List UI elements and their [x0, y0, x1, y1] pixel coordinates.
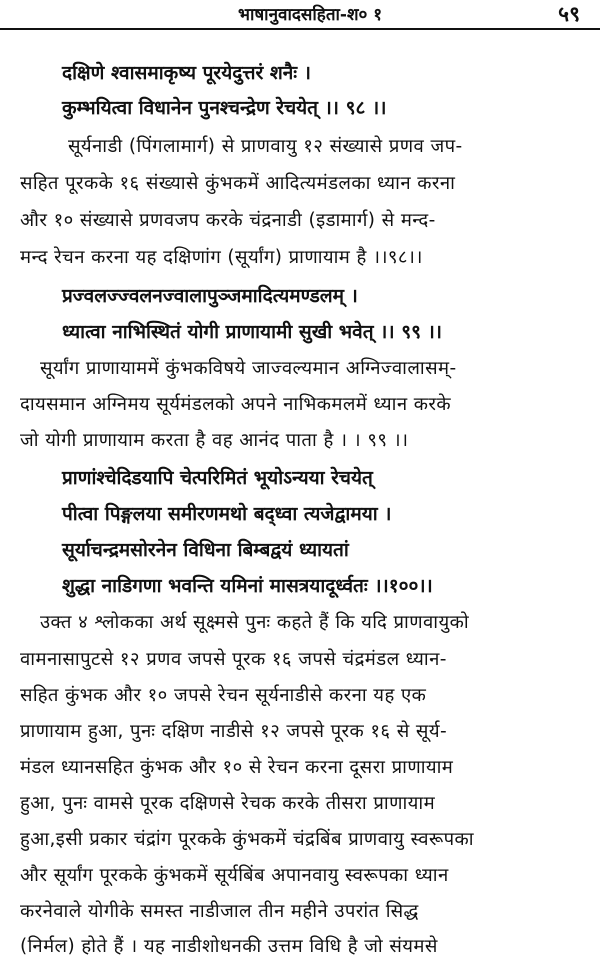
page-number: ५९ [558, 2, 580, 26]
verse-line: ध्यात्वा नाभिस्थितं योगी प्राणायामी सुखी भवेत् ।। ९९ ।। [62, 321, 442, 343]
commentary-line: (निर्मल) होते हैं । यह नाडीशोधनकी उत्तम विधि है जो संयमसे [20, 936, 438, 957]
verse-line: प्रज्वलज्ज्वलनज्वालापुञ्जमादित्यमण्डलम् । [62, 285, 358, 307]
commentary-line: और सूर्यांग पूरकके कुंभकमें सूर्यबिंब अपानवायु स्वरूपका ध्यान [20, 865, 449, 886]
verse-line: कुम्भयित्वा विधानेन पुनश्चन्द्रेण रेचयेत् ।। ९८ ।। [62, 97, 387, 119]
commentary-line: मंडल ध्यानसहित कुंभक और १० से रेचन करना दूसरा प्राणायाम [20, 757, 454, 778]
verse-line: सूर्याचन्द्रमसोरनेन विधिना बिम्बद्वयं ध्यायतां [62, 539, 349, 561]
commentary-line: और १० संख्यासे प्रणवजप करके चंद्रनाडी (इडामार्ग) से मन्द- [20, 210, 436, 231]
header-rule [0, 28, 600, 30]
verse-line: शुद्धा नाडिगणा भवन्ति यमिनां मासत्रयादूर्ध्वतः ।।१००।। [62, 575, 433, 597]
commentary-line: हुआ, पुनः वामसे पूरक दक्षिणसे रेचक करके तीसरा प्राणायाम [20, 793, 436, 814]
verse-line: पीत्वा पिङ्गलया समीरणमथो बद्ध्वा त्यजेद्वामया । [62, 503, 392, 525]
commentary-line: वामनासापुटसे १२ प्रणव जपसे पूरक १६ जपसे चंद्रमंडल ध्यान- [20, 649, 447, 670]
commentary-line: करनेवाले योगीके समस्त नाडीजाल तीन महीने उपरांत सिद्ध [20, 901, 419, 922]
commentary-line: सूर्यनाडी (पिंगलामार्ग) से प्राणवायु १२ संख्यासे प्रणव जप- [68, 136, 463, 157]
commentary-line: जो योगी प्राणायाम करता है वह आनंद पाता है । । ९९ ।। [20, 430, 409, 451]
verse-line: दक्षिणे श्वासमाकृष्य पूरयेदुत्तरं शनैः । [62, 62, 311, 84]
commentary-line: सूर्यांग प्राणायाममें कुंभकविषये जाज्वल्यमान अग्निज्वालासम्- [40, 358, 457, 379]
commentary-line: हुआ,इसी प्रकार चंद्रांग पूरकके कुंभकमें चंद्रबिंब प्राणवायु स्वरूपका [20, 829, 474, 850]
commentary-line: दायसमान अग्निमय सूर्यमंडलको अपने नाभिकमलमें ध्यान करके [20, 394, 451, 415]
commentary-line: प्राणायाम हुआ, पुनः दक्षिण नाडीसे १२ जपसे पूरक १६ से सूर्य- [20, 721, 448, 742]
header-title: भाषानुवादसहिता-श० १ [238, 5, 383, 25]
running-header [0, 0, 600, 30]
commentary-line: सहित कुंभक और १० जपसे रेचन सूर्यनाडीसे करना यह एक [20, 685, 427, 706]
commentary-line: मन्द रेचन करना यह दक्षिणांग (सूर्यांग) प्राणायाम है ।।९८।। [20, 247, 423, 268]
verse-line: प्राणांश्चेदिडयापि चेत्परिमितं भूयोऽन्यया रेचयेत् [62, 467, 373, 489]
commentary-line: उक्त ४ श्लोकका अर्थ सूक्ष्मसे पुनः कहते हैं कि यदि प्राणवायुको [40, 612, 470, 633]
commentary-line: सहित पूरकके १६ संख्यासे कुंभकमें आदित्यमंडलका ध्यान करना [20, 173, 456, 194]
